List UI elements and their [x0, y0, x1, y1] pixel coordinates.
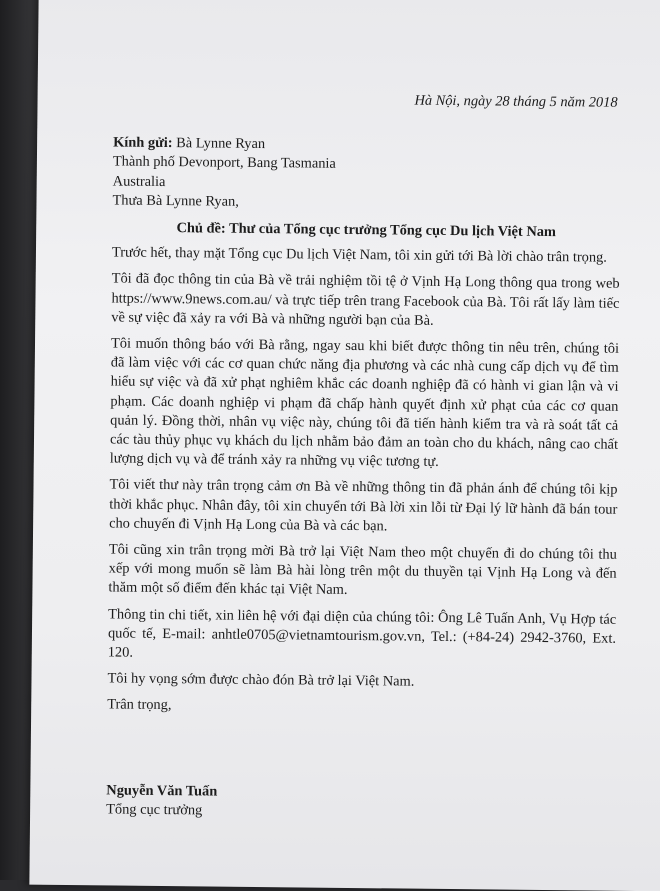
- paragraph-greeting: Trước hết, thay mặt Tổng cục Du lịch Việt Nam, tôi xin gửi tới Bà lời chào trân trọng.: [111, 244, 607, 266]
- letter-page: [29, 0, 660, 891]
- closing: Trân trọng,: [107, 696, 172, 714]
- paragraph-actions: Tôi muốn thông báo với Bà rằng, ngay sau khi biết được thông tin nêu trên, chúng tôi đã làm việc với các cơ quan chức năng địa phương và các nhà cung cấp dịch vụ để tìm hiểu sự việc và đã xử phạt nghiêm khắc các doanh nghiệp đã có hành vi gian lận và vi phạm. Các doanh nghiệp vi phạm đã chấp hành quyết định xử phạt của các cơ quan quản lý. Đồng thời, nhân vụ việc này, chúng tôi đã tiến hành kiểm tra và rà soát tất cả các tàu thủy phục vụ khách du lịch nhằm bảo đảm an toàn cho du khách, nâng cao chất lượng dịch vụ và để tránh xảy ra những vụ việc tương tự.: [109, 335, 620, 471]
- date-line: Hà Nội, ngày 28 tháng 5 năm 2018: [414, 92, 618, 111]
- signature-name: Nguyễn Văn Tuấn: [106, 782, 218, 800]
- signature-block: [106, 781, 614, 825]
- letter-body: [106, 88, 622, 824]
- salutation: Thưa Bà Lynne Ryan,: [112, 192, 239, 210]
- paragraph-contact: Thông tin chi tiết, xin liên hệ với đại diện của chúng tôi: Ông Lê Tuấn Anh, Vụ Hợp tác quốc tế, E-mail: anhtle0705@vietnamtourism.gov.vn, Tel.: (+84-24) 2942-3760, Ext. 120.: [107, 606, 617, 661]
- subject-line: Chủ đề: Thư của Tổng cục trưởng Tổng cục Du lịch Việt Nam: [176, 220, 557, 241]
- paragraph-apology: Tôi viết thư này trân trọng cảm ơn Bà về những thông tin đã phản ánh để chúng tôi kịp thời khắc phục. Nhân đây, tôi xin chuyển tới Bà lời xin lỗi từ Đại lý lữ hành đã bán tour cho chuyến đi Vịnh Hạ Long của Bà và các bạn.: [109, 476, 618, 535]
- recipient-city: Thành phố Devonport, Bang Tasmania: [112, 153, 336, 173]
- recipient-label: Kính gửi:: [113, 134, 173, 152]
- paragraph-hope: Tôi hy vọng sớm được chào đón Bà trở lại Việt Nam.: [107, 670, 415, 690]
- paragraph-invitation: Tôi cũng xin trân trọng mời Bà trở lại Việt Nam theo một chuyến đi do chúng tôi thu xếp với mong muốn sẽ làm Bà hài lòng trên một du thuyền tại Vịnh Hạ Long và đến thăm một số điểm đến khác tại Việt Nam.: [108, 541, 617, 599]
- recipient-name: Bà Lynne Ryan: [176, 135, 266, 153]
- recipient-country: Australia: [112, 173, 166, 190]
- paragraph-incident: Tôi đã đọc thông tin của Bà về trải nghiệm tồi tệ ở Vịnh Hạ Long thông qua trong web https://www.9news.com.au/ và trực tiếp trên trang Facebook của Bà. Tôi rất lấy làm tiếc về sự việc đã xảy ra với Bà và những người bạn của Bà.: [111, 270, 620, 329]
- recipient-address: [113, 134, 622, 197]
- signature-title: Tổng cục trưởng: [106, 801, 203, 819]
